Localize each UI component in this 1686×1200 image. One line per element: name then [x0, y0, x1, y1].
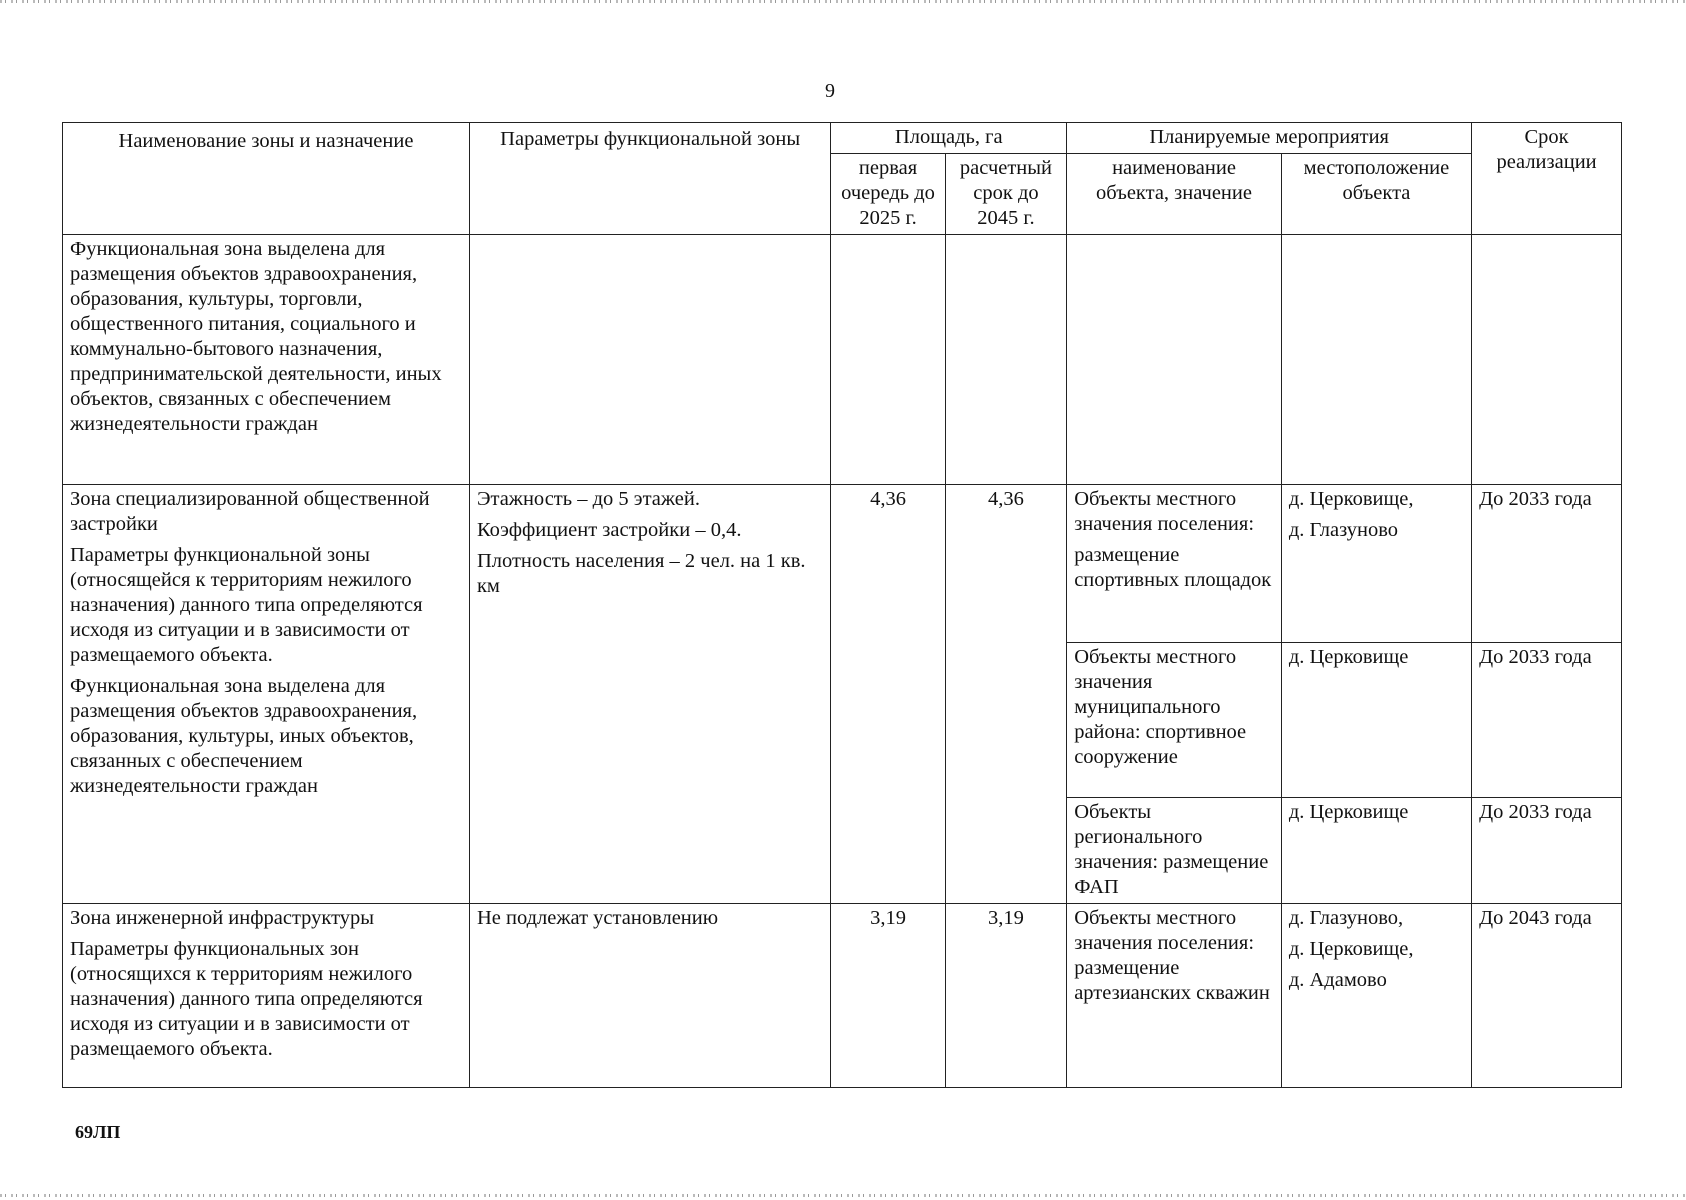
footer-code: 69ЛП	[75, 1122, 121, 1142]
row1-event2-location: д. Церковище	[1281, 643, 1471, 798]
row0-zone: Функциональная зона выделена для размещения объектов здравоохранения, образования, культуры, торговли, общественного питания, социального и коммунально-бытового назначения, предпринимательской деятельности, иных объектов, связанных с обеспечением жизнедеятельности граждан	[63, 235, 470, 485]
row1-param-floors: Этажность – до 5 этажей.	[476, 488, 700, 510]
header-events: Планируемые мероприятия	[1067, 123, 1472, 154]
header-deadline: Срок реализации	[1472, 123, 1622, 235]
row2-zone-params: Параметры функциональных зон (относящихся к территориям нежилого назначения) данного типа определяются исходя из ситуации и в зависимости от размещаемого объекта.	[70, 938, 423, 1060]
row1-event3-location: д. Церковище	[1281, 798, 1471, 904]
row0-area-calc	[945, 235, 1066, 485]
row1-event2-deadline: До 2033 года	[1472, 643, 1622, 798]
row1-params	[469, 485, 830, 904]
row1-param-coefficient: Коэффициент застройки – 0,4.	[476, 519, 742, 541]
row2-location-3: д. Адамово	[1288, 969, 1387, 991]
scan-edge-bottom	[0, 1194, 1686, 1197]
header-zone-name: Наименование зоны и назначение	[63, 123, 470, 235]
header-area: Площадь, га	[831, 123, 1067, 154]
row1-event1-location	[1281, 485, 1471, 643]
row1-param-density: Плотность населения – 2 чел. на 1 кв. км	[476, 550, 806, 597]
row1-area-calc: 4,36	[945, 485, 1066, 904]
row1-event1-name-detail: размещение спортивных площадок	[1074, 544, 1272, 591]
row0-area-first	[831, 235, 945, 485]
row1-event3-deadline: До 2033 года	[1472, 798, 1622, 904]
table-row	[63, 235, 1622, 485]
row0-event-location	[1281, 235, 1471, 485]
row0-event-name	[1067, 235, 1282, 485]
row2-params: Не подлежат установлению	[469, 904, 830, 1088]
header-area-calc: расчетный срок до 2045 г.	[945, 154, 1066, 235]
row1-area-first: 4,36	[831, 485, 945, 904]
row2-area-first: 3,19	[831, 904, 945, 1088]
row1-zone	[63, 485, 470, 904]
row2-location-1: д. Глазуново,	[1288, 907, 1404, 929]
header-event-name: наименование объекта, значение	[1067, 154, 1282, 235]
row1-event1-location-2: д. Глазуново	[1288, 519, 1399, 541]
page-number: 9	[825, 80, 835, 102]
row1-event1-name-title: Объекты местного значения поселения:	[1074, 488, 1255, 535]
row2-location-2: д. Церковище,	[1288, 938, 1414, 960]
row1-zone-title: Зона специализированной общественной застройки	[70, 488, 430, 535]
row1-zone-params: Параметры функциональной зоны (относящейся к территориям нежилого назначения) данного типа определяются исходя из ситуации и в зависимости от размещаемого объекта.	[70, 544, 423, 666]
table-row	[63, 485, 1622, 643]
row2-event-location	[1281, 904, 1471, 1088]
planning-table	[62, 122, 1622, 1088]
row1-zone-purpose: Функциональная зона выделена для размещения объектов здравоохранения, образования, культуры, иных объектов, связанных с обеспечением жизнедеятельности граждан	[70, 675, 418, 797]
row1-event2-name: Объекты местного значения муниципального района: спортивное сооружение	[1067, 643, 1282, 798]
row2-zone	[63, 904, 470, 1088]
row1-event3-name: Объекты регионального значения: размещение ФАП	[1067, 798, 1282, 904]
row2-deadline: До 2043 года	[1472, 904, 1622, 1088]
row0-deadline	[1472, 235, 1622, 485]
scan-edge-top	[0, 0, 1686, 3]
header-area-first: первая очередь до 2025 г.	[831, 154, 945, 235]
row0-params	[469, 235, 830, 485]
row1-event1-name	[1067, 485, 1282, 643]
header-event-location: местоположение объекта	[1281, 154, 1471, 235]
table-header-row	[63, 123, 1622, 154]
row2-event-name: Объекты местного значения поселения: размещение артезианских скважин	[1067, 904, 1282, 1088]
table-row	[63, 904, 1622, 1088]
row1-event1-location-1: д. Церковище,	[1288, 488, 1414, 510]
row2-area-calc: 3,19	[945, 904, 1066, 1088]
row2-zone-title: Зона инженерной инфраструктуры	[70, 907, 375, 929]
row1-event1-deadline: До 2033 года	[1472, 485, 1622, 643]
header-parameters: Параметры функциональной зоны	[469, 123, 830, 235]
